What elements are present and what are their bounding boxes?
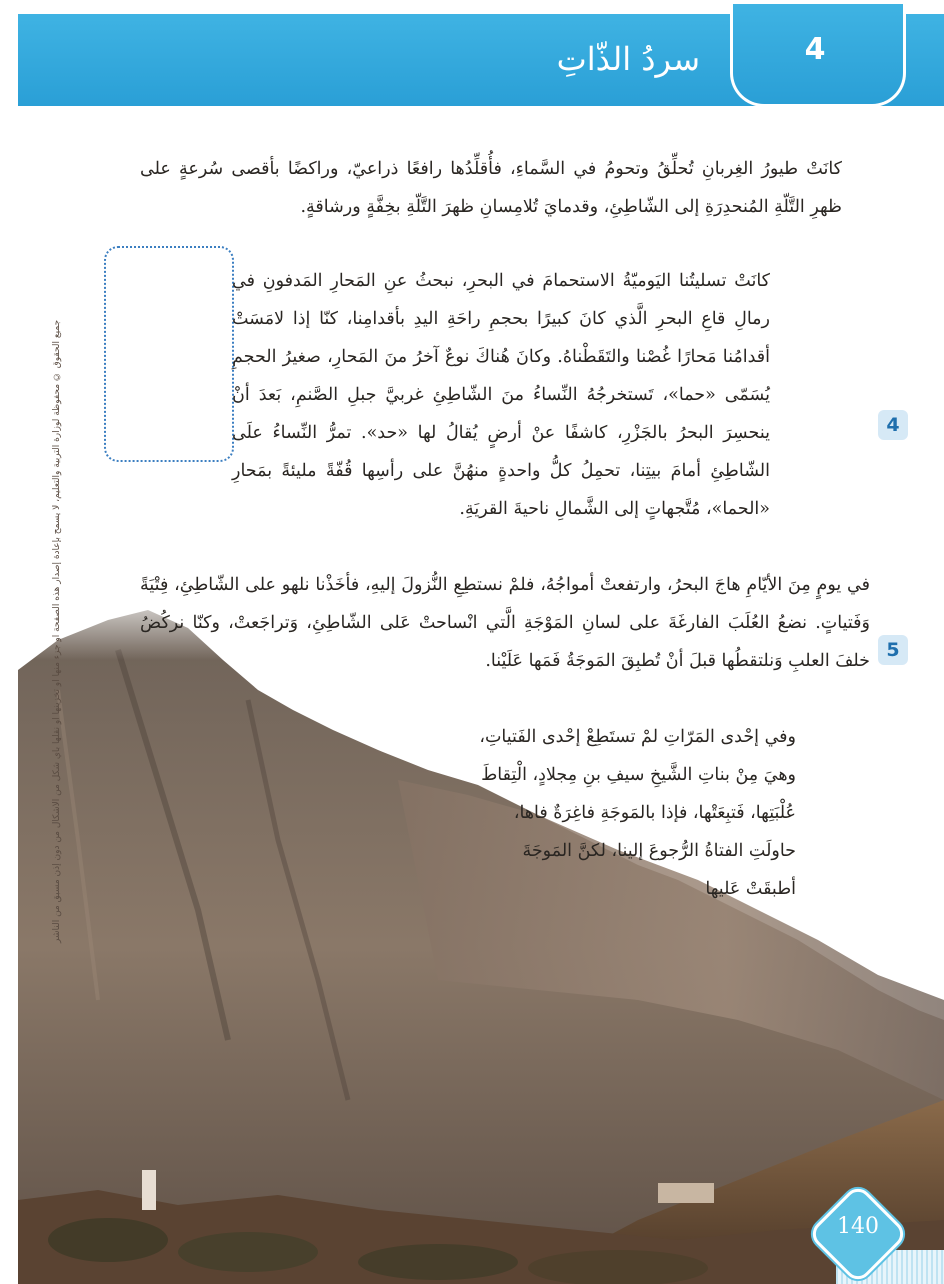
- paragraph-number-4: 4: [878, 410, 908, 440]
- note-box: [104, 246, 234, 462]
- paragraph-4: كانَتْ تسليتُنا اليَوميّةُ الاستحمامَ في البحرِ، نبحثُ عنِ المَحارِ المَدفونِ في رمالِ قاعِ البحرِ الَّذي كانَ كبيرًا بحجمِ راحَةِ اليدِ بأقدامِنا، كنّا إذا لامَسَتْ أقدامُنا مَحارًا غُصْنا والتَقَطْناهُ. وكانَ هُناكَ نوعٌ آخرُ منَ المَحارِ، صغيرُ الحجمِ يُسَمّى «حما»، تَستخرجُهُ النِّساءُ منَ الشّاطِئِ غربيَّ جبلِ الصَّنمِ، بَعدَ أنْ ينحسِرَ البحرُ بالجَزْرِ، كاشفًا عنْ أرضٍ يُقالُ لها «حد». تمرُّ النِّساءُ علَى الشّاطِئِ أمامَ بيتِنا، تحمِلُ كلُّ واحدةٍ منهُنَّ على رأسِها قُفّةً مليئةً بمَحارِ «الحما»، مُتَّجهاتٍ إلى الشَّمالِ ناحيةَ القريَةِ.: [232, 271, 770, 519]
- paragraph-intro: كانَتْ طيورُ الغِربانِ تُحلِّقُ وتحومُ في السَّماءِ، فأُقلِّدُها رافعًا ذراعيّ، وراكضًا بأقصى سُرعةٍ على ظهرِ التَّلّةِ المُنحدِرَةِ إلى الشّاطِئِ، وقدمايَ تُلامِسانِ ظهرَ التَّلّةِ بخِفَّةٍ ورشاقةٍ.: [140, 159, 842, 217]
- mountain-photo: [18, 580, 944, 1284]
- page-number: 140: [837, 1214, 879, 1239]
- paragraph-number-5: 5: [878, 635, 908, 665]
- chapter-number: 4: [804, 32, 826, 67]
- paragraph-5: في يومٍ مِنَ الأيّامِ هاجَ البحرُ، وارتفعتْ أمواجُهُ، فلمْ نستطِعِ النُّزولَ إليهِ، فأخَذْنا نلهو على الشّاطِئِ، فِتْيَةً وَفَتياتٍ. نضعُ العُلَبَ الفارغَةَ على لسانِ المَوْجَةِ الَّتي انْساحتْ عَلى الشّاطِئِ، وَتراجَعتْ، وكنّا نركُضُ خلفَ العلبِ وَنلتقطُها قبلَ أنْ تُطبِقَ المَوجَةُ فَمَها عَلَيْنا.: [140, 575, 870, 671]
- paragraph-5-continued: وفي إحْدى المَرّاتِ لمْ تستَطِعْ إحْدى الفَتياتِ، وهيَ مِنْ بناتِ الشَّيخِ سيفِ بنِ مِجلادٍ، الْتِقاطَ عُلْبَتِها، فَتبِعَتْها، فإذا بالمَوجَةِ فاغِرَةٌ فاها، حاولَتِ الفتاةُ الرُّجوعَ إلينا، لكنَّ المَوجَةَ أطبقَتْ عَليها: [479, 727, 796, 899]
- copyright-notice: جميع الحقوق © محفوظة لوزارة التربية والتعليم، لا يسمح بإعادة إصدار هذه الصفحة أو جزء منها أو تخزينها أو نقلها بأي شكل من الأشكال من دون إذن مسبق من الناشر: [52, 320, 62, 944]
- chapter-title: سردُ الذّاتِ: [556, 40, 700, 78]
